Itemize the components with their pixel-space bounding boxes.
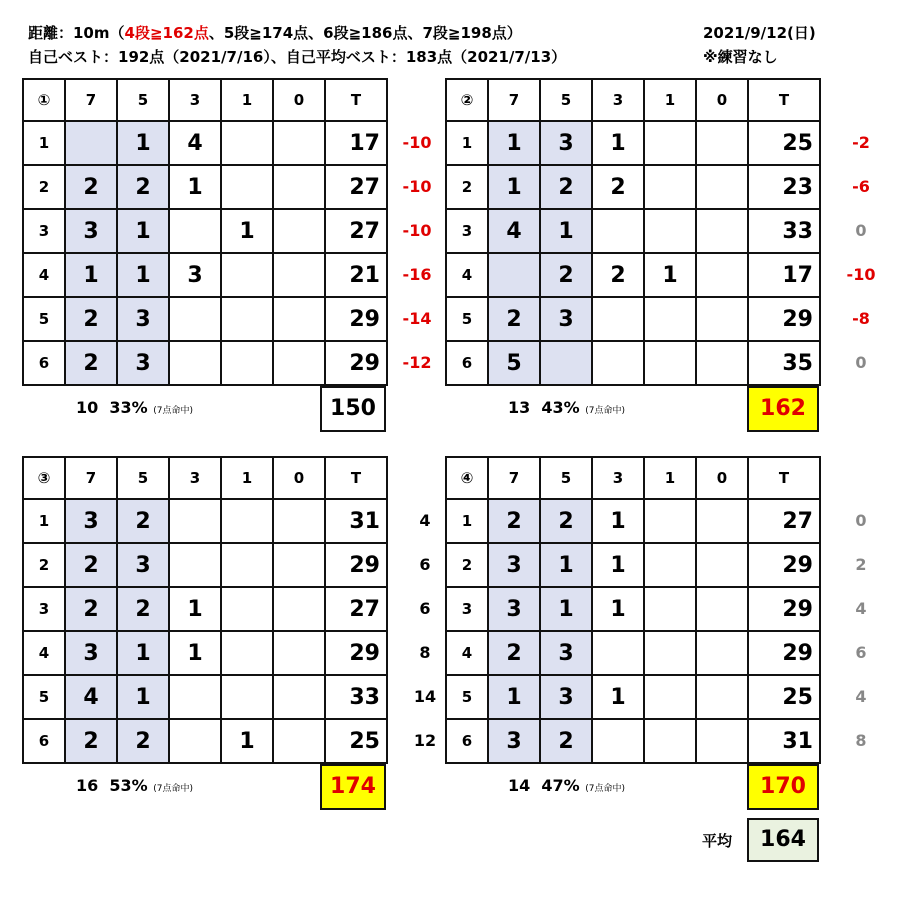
table-row bbox=[446, 297, 820, 341]
hit-rate-note: (7点命中) bbox=[153, 406, 194, 416]
count-3pt bbox=[169, 719, 221, 763]
count-0pt bbox=[696, 587, 748, 631]
count-1pt bbox=[221, 543, 273, 587]
count-1pt bbox=[221, 341, 273, 385]
count-3pt bbox=[169, 499, 221, 543]
end-number: 1 bbox=[23, 499, 65, 543]
table-row bbox=[23, 297, 387, 341]
table-row bbox=[23, 209, 387, 253]
count-0pt bbox=[696, 341, 748, 385]
count-5pt: 2 bbox=[540, 165, 592, 209]
end-number: 1 bbox=[446, 121, 488, 165]
count-0pt bbox=[273, 341, 325, 385]
score-diff: 2 bbox=[855, 555, 867, 574]
round-label: ③ bbox=[23, 457, 65, 499]
end-total: 29 bbox=[325, 297, 387, 341]
score-diff: 8 bbox=[855, 731, 867, 750]
column-header-0: 0 bbox=[273, 79, 325, 121]
end-total: 23 bbox=[748, 165, 820, 209]
count-1pt bbox=[221, 297, 273, 341]
count-5pt: 3 bbox=[540, 297, 592, 341]
count-3pt bbox=[592, 719, 644, 763]
count-1pt bbox=[644, 499, 696, 543]
score-diff: -14 bbox=[402, 309, 432, 328]
end-total: 31 bbox=[325, 499, 387, 543]
table-row bbox=[446, 499, 820, 543]
count-7pt: 3 bbox=[65, 209, 117, 253]
count-1pt bbox=[644, 341, 696, 385]
round-2-total: 162 bbox=[747, 386, 819, 432]
end-number: 4 bbox=[446, 631, 488, 675]
hit-rate-note: (7点命中) bbox=[585, 406, 626, 416]
count-0pt bbox=[273, 121, 325, 165]
score-diff: 6 bbox=[855, 643, 867, 662]
count-1pt: 1 bbox=[221, 209, 273, 253]
count-0pt bbox=[696, 675, 748, 719]
table-row bbox=[446, 719, 820, 763]
count-5pt: 2 bbox=[117, 587, 169, 631]
end-total: 21 bbox=[325, 253, 387, 297]
count-1pt bbox=[644, 543, 696, 587]
count-7pt: 4 bbox=[65, 675, 117, 719]
score-diff: 4 bbox=[419, 511, 431, 530]
end-total: 29 bbox=[325, 631, 387, 675]
end-number: 2 bbox=[446, 543, 488, 587]
end-total: 31 bbox=[748, 719, 820, 763]
score-diff: -12 bbox=[402, 353, 432, 372]
hit-rate: 47% bbox=[541, 776, 580, 795]
count-7pt: 2 bbox=[65, 165, 117, 209]
column-header-t: T bbox=[325, 79, 387, 121]
score-diff: -10 bbox=[846, 265, 876, 284]
round-1-total: 150 bbox=[320, 386, 386, 432]
count-0pt bbox=[273, 297, 325, 341]
header-row bbox=[23, 79, 387, 121]
table-row bbox=[23, 121, 387, 165]
count-1pt bbox=[644, 675, 696, 719]
column-header-t: T bbox=[748, 79, 820, 121]
round-label: ④ bbox=[446, 457, 488, 499]
table-row bbox=[23, 587, 387, 631]
count-0pt bbox=[696, 631, 748, 675]
count-0pt bbox=[273, 587, 325, 631]
count-0pt bbox=[273, 165, 325, 209]
round-table-2 bbox=[445, 78, 821, 386]
count-5pt: 2 bbox=[540, 499, 592, 543]
count-3pt: 2 bbox=[592, 253, 644, 297]
end-total: 27 bbox=[325, 209, 387, 253]
hit-rate: 43% bbox=[541, 398, 580, 417]
average-value: 164 bbox=[747, 818, 819, 862]
count-7pt: 1 bbox=[488, 675, 540, 719]
count-3pt: 1 bbox=[592, 121, 644, 165]
score-diff: 6 bbox=[419, 599, 431, 618]
count-1pt bbox=[221, 499, 273, 543]
count-5pt: 2 bbox=[540, 253, 592, 297]
count-5pt: 1 bbox=[117, 675, 169, 719]
round-table-3 bbox=[22, 456, 388, 764]
table-row bbox=[446, 165, 820, 209]
score-diff: 14 bbox=[413, 687, 437, 706]
end-number: 2 bbox=[23, 165, 65, 209]
round-label: ① bbox=[23, 79, 65, 121]
round-label: ② bbox=[446, 79, 488, 121]
end-number: 6 bbox=[23, 341, 65, 385]
score-diff: -10 bbox=[402, 133, 432, 152]
end-number: 6 bbox=[23, 719, 65, 763]
end-total: 29 bbox=[325, 543, 387, 587]
average-label: 平均 bbox=[702, 832, 733, 850]
distance-label: 距離：10m（ bbox=[28, 24, 125, 42]
score-diff: 0 bbox=[855, 353, 867, 372]
score-diff: 6 bbox=[419, 555, 431, 574]
score-diff: 8 bbox=[419, 643, 431, 662]
score-diff: -6 bbox=[852, 177, 870, 196]
count-5pt: 2 bbox=[117, 499, 169, 543]
count-1pt bbox=[644, 631, 696, 675]
end-total: 17 bbox=[748, 253, 820, 297]
count-1pt bbox=[221, 631, 273, 675]
header-row bbox=[446, 457, 820, 499]
column-header-7: 7 bbox=[488, 457, 540, 499]
end-number: 4 bbox=[23, 631, 65, 675]
end-total: 29 bbox=[748, 297, 820, 341]
column-header-7: 7 bbox=[65, 79, 117, 121]
score-diff: 12 bbox=[413, 731, 437, 750]
hits-count: 16 bbox=[76, 776, 99, 795]
table-row bbox=[446, 631, 820, 675]
column-header-3: 3 bbox=[169, 79, 221, 121]
table-row bbox=[23, 499, 387, 543]
round-table-4 bbox=[445, 456, 821, 764]
count-7pt bbox=[488, 253, 540, 297]
count-3pt bbox=[169, 543, 221, 587]
table-row bbox=[23, 543, 387, 587]
column-header-1: 1 bbox=[644, 457, 696, 499]
count-0pt bbox=[273, 631, 325, 675]
count-7pt: 1 bbox=[65, 253, 117, 297]
count-3pt: 1 bbox=[169, 165, 221, 209]
end-number: 6 bbox=[446, 341, 488, 385]
count-5pt: 1 bbox=[117, 209, 169, 253]
count-3pt: 3 bbox=[169, 253, 221, 297]
count-3pt bbox=[592, 209, 644, 253]
end-total: 29 bbox=[748, 543, 820, 587]
count-5pt: 3 bbox=[117, 297, 169, 341]
count-7pt: 3 bbox=[65, 631, 117, 675]
count-0pt bbox=[696, 121, 748, 165]
count-5pt: 1 bbox=[540, 587, 592, 631]
count-7pt: 2 bbox=[65, 719, 117, 763]
count-7pt: 5 bbox=[488, 341, 540, 385]
date: 2021/9/12(日) bbox=[703, 24, 816, 42]
score-diff: 0 bbox=[855, 511, 867, 530]
score-diff: 4 bbox=[855, 687, 867, 706]
count-5pt: 3 bbox=[540, 631, 592, 675]
count-5pt: 2 bbox=[540, 719, 592, 763]
table-row bbox=[23, 675, 387, 719]
end-number: 1 bbox=[23, 121, 65, 165]
count-0pt bbox=[273, 499, 325, 543]
count-7pt: 3 bbox=[488, 543, 540, 587]
count-5pt: 3 bbox=[540, 121, 592, 165]
end-number: 5 bbox=[23, 675, 65, 719]
count-5pt: 1 bbox=[117, 253, 169, 297]
round-3-total: 174 bbox=[320, 764, 386, 810]
count-1pt bbox=[644, 165, 696, 209]
end-number: 3 bbox=[23, 587, 65, 631]
header-line-1 bbox=[28, 22, 522, 43]
count-1pt bbox=[644, 719, 696, 763]
end-total: 33 bbox=[325, 675, 387, 719]
count-7pt: 2 bbox=[488, 297, 540, 341]
count-7pt: 1 bbox=[488, 121, 540, 165]
end-total: 29 bbox=[748, 631, 820, 675]
end-total: 27 bbox=[325, 587, 387, 631]
hits-count: 10 bbox=[76, 398, 99, 417]
end-total: 29 bbox=[748, 587, 820, 631]
count-1pt bbox=[221, 675, 273, 719]
count-1pt bbox=[221, 121, 273, 165]
end-number: 3 bbox=[23, 209, 65, 253]
count-1pt bbox=[221, 253, 273, 297]
end-total: 33 bbox=[748, 209, 820, 253]
rank-4-threshold: 4段≧162点 bbox=[124, 24, 209, 42]
count-3pt bbox=[169, 341, 221, 385]
table-row bbox=[446, 587, 820, 631]
end-total: 29 bbox=[325, 341, 387, 385]
count-0pt bbox=[696, 165, 748, 209]
end-number: 3 bbox=[446, 209, 488, 253]
end-total: 25 bbox=[748, 675, 820, 719]
column-header-1: 1 bbox=[221, 457, 273, 499]
end-total: 27 bbox=[325, 165, 387, 209]
count-1pt bbox=[644, 121, 696, 165]
header-row bbox=[446, 79, 820, 121]
end-number: 2 bbox=[446, 165, 488, 209]
count-1pt bbox=[221, 587, 273, 631]
count-0pt bbox=[273, 719, 325, 763]
column-header-5: 5 bbox=[540, 79, 592, 121]
score-diff: 4 bbox=[855, 599, 867, 618]
end-total: 27 bbox=[748, 499, 820, 543]
round-2-stats bbox=[508, 398, 625, 417]
count-5pt: 1 bbox=[117, 121, 169, 165]
score-diff: -16 bbox=[402, 265, 432, 284]
table-row bbox=[446, 253, 820, 297]
count-0pt bbox=[696, 543, 748, 587]
score-diff: 0 bbox=[855, 221, 867, 240]
count-3pt bbox=[169, 675, 221, 719]
column-header-3: 3 bbox=[169, 457, 221, 499]
hit-rate-note: (7点命中) bbox=[153, 784, 194, 794]
end-number: 6 bbox=[446, 719, 488, 763]
count-3pt: 1 bbox=[592, 675, 644, 719]
count-1pt bbox=[221, 165, 273, 209]
round-3-stats bbox=[76, 776, 193, 795]
count-7pt: 3 bbox=[488, 719, 540, 763]
round-1-stats bbox=[76, 398, 193, 417]
column-header-0: 0 bbox=[696, 79, 748, 121]
count-1pt: 1 bbox=[221, 719, 273, 763]
count-7pt: 2 bbox=[488, 499, 540, 543]
count-5pt: 2 bbox=[117, 719, 169, 763]
count-0pt bbox=[696, 297, 748, 341]
count-3pt bbox=[169, 209, 221, 253]
count-0pt bbox=[696, 719, 748, 763]
hit-rate-note: (7点命中) bbox=[585, 784, 626, 794]
table-row bbox=[23, 341, 387, 385]
end-number: 4 bbox=[23, 253, 65, 297]
column-header-1: 1 bbox=[644, 79, 696, 121]
table-row bbox=[23, 719, 387, 763]
count-1pt bbox=[644, 587, 696, 631]
hits-count: 14 bbox=[508, 776, 531, 795]
end-number: 5 bbox=[23, 297, 65, 341]
count-5pt bbox=[540, 341, 592, 385]
practice-note: ※練習なし bbox=[703, 48, 778, 66]
table-row bbox=[23, 165, 387, 209]
end-number: 1 bbox=[446, 499, 488, 543]
count-3pt: 4 bbox=[169, 121, 221, 165]
table-row bbox=[446, 209, 820, 253]
count-0pt bbox=[273, 543, 325, 587]
count-7pt: 2 bbox=[65, 543, 117, 587]
count-0pt bbox=[273, 675, 325, 719]
round-4-total: 170 bbox=[747, 764, 819, 810]
count-5pt: 1 bbox=[540, 543, 592, 587]
round-4-stats bbox=[508, 776, 625, 795]
count-0pt bbox=[696, 253, 748, 297]
count-3pt: 2 bbox=[592, 165, 644, 209]
count-0pt bbox=[696, 499, 748, 543]
column-header-3: 3 bbox=[592, 457, 644, 499]
count-0pt bbox=[273, 253, 325, 297]
column-header-7: 7 bbox=[488, 79, 540, 121]
end-number: 2 bbox=[23, 543, 65, 587]
table-row bbox=[446, 675, 820, 719]
count-5pt: 3 bbox=[117, 543, 169, 587]
count-3pt: 1 bbox=[592, 587, 644, 631]
end-number: 4 bbox=[446, 253, 488, 297]
column-header-0: 0 bbox=[696, 457, 748, 499]
score-diff: -8 bbox=[852, 309, 870, 328]
column-header-t: T bbox=[748, 457, 820, 499]
end-total: 25 bbox=[748, 121, 820, 165]
count-1pt bbox=[644, 209, 696, 253]
count-3pt: 1 bbox=[592, 543, 644, 587]
column-header-5: 5 bbox=[117, 457, 169, 499]
count-7pt: 2 bbox=[488, 631, 540, 675]
rank-thresholds: 、5段≧174点、6段≧186点、7段≧198点） bbox=[208, 24, 522, 42]
count-3pt bbox=[592, 631, 644, 675]
round-table-1 bbox=[22, 78, 388, 386]
column-header-1: 1 bbox=[221, 79, 273, 121]
score-diff: -10 bbox=[402, 177, 432, 196]
count-5pt: 3 bbox=[117, 341, 169, 385]
end-total: 35 bbox=[748, 341, 820, 385]
end-number: 3 bbox=[446, 587, 488, 631]
column-header-5: 5 bbox=[117, 79, 169, 121]
count-7pt: 2 bbox=[65, 297, 117, 341]
hit-rate: 53% bbox=[109, 776, 148, 795]
count-7pt: 2 bbox=[65, 341, 117, 385]
column-header-t: T bbox=[325, 457, 387, 499]
count-5pt: 1 bbox=[117, 631, 169, 675]
count-5pt: 3 bbox=[540, 675, 592, 719]
table-row bbox=[23, 631, 387, 675]
count-5pt: 1 bbox=[540, 209, 592, 253]
end-number: 5 bbox=[446, 297, 488, 341]
hit-rate: 33% bbox=[109, 398, 148, 417]
hits-count: 13 bbox=[508, 398, 531, 417]
count-3pt: 1 bbox=[169, 631, 221, 675]
header-line-2: 自己ベスト：192点（2021/7/16）、自己平均ベスト：183点（2021/7/13） bbox=[28, 48, 567, 66]
count-7pt bbox=[65, 121, 117, 165]
table-row bbox=[446, 121, 820, 165]
score-diff: -2 bbox=[852, 133, 870, 152]
count-5pt: 2 bbox=[117, 165, 169, 209]
column-header-3: 3 bbox=[592, 79, 644, 121]
count-3pt bbox=[169, 297, 221, 341]
end-total: 17 bbox=[325, 121, 387, 165]
count-7pt: 1 bbox=[488, 165, 540, 209]
table-row bbox=[23, 253, 387, 297]
count-7pt: 3 bbox=[65, 499, 117, 543]
count-7pt: 4 bbox=[488, 209, 540, 253]
column-header-5: 5 bbox=[540, 457, 592, 499]
count-7pt: 3 bbox=[488, 587, 540, 631]
count-1pt: 1 bbox=[644, 253, 696, 297]
count-0pt bbox=[273, 209, 325, 253]
end-number: 5 bbox=[446, 675, 488, 719]
count-3pt: 1 bbox=[592, 499, 644, 543]
column-header-0: 0 bbox=[273, 457, 325, 499]
count-3pt: 1 bbox=[169, 587, 221, 631]
end-total: 25 bbox=[325, 719, 387, 763]
count-3pt bbox=[592, 297, 644, 341]
table-row bbox=[446, 543, 820, 587]
count-3pt bbox=[592, 341, 644, 385]
count-7pt: 2 bbox=[65, 587, 117, 631]
score-diff: -10 bbox=[402, 221, 432, 240]
column-header-7: 7 bbox=[65, 457, 117, 499]
table-row bbox=[446, 341, 820, 385]
count-0pt bbox=[696, 209, 748, 253]
count-1pt bbox=[644, 297, 696, 341]
header-row bbox=[23, 457, 387, 499]
